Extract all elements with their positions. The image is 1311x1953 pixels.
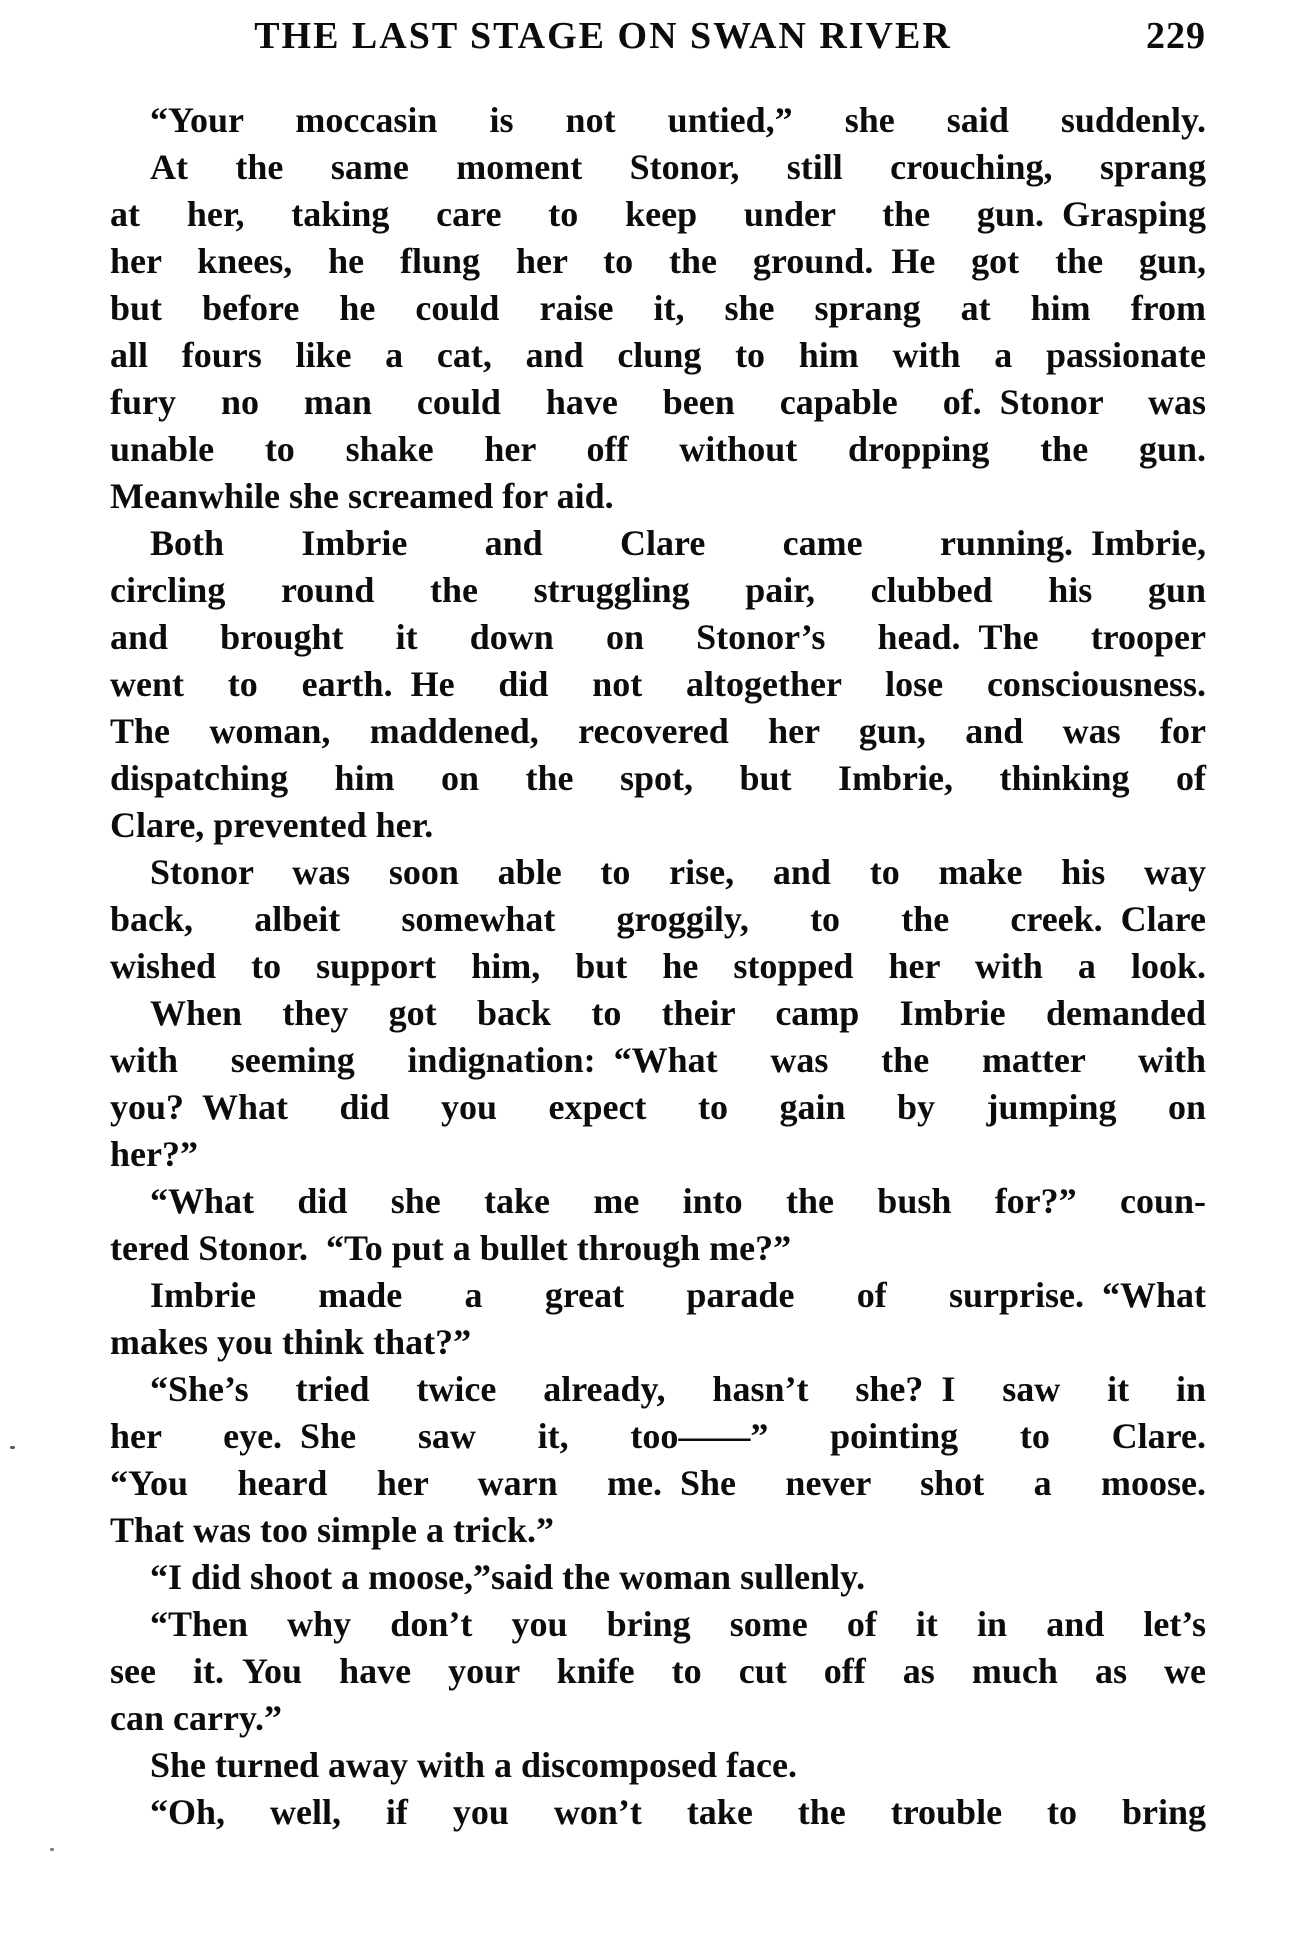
paragraph: [110, 1789, 1206, 1836]
text-line: “Then why don’t you bring some of it in and let’s: [150, 1604, 1206, 1644]
text-line: unable to shake her off without dropping the gun.: [110, 429, 1206, 469]
text-line: all fours like a cat, and clung to him with a passionate: [110, 335, 1206, 375]
text-line: her eye. She saw it, too——” pointing to Clare.: [110, 1416, 1206, 1456]
text-line: with seeming indignation: “What was the matter with: [110, 1040, 1206, 1080]
scan-speck: [50, 1848, 54, 1851]
paragraph: [110, 144, 1206, 520]
paragraph: [110, 1272, 1206, 1366]
text-line: at her, taking care to keep under the gun. Grasping: [110, 194, 1206, 234]
text-line: “I did shoot a moose,”said the woman sullenly.: [150, 1557, 866, 1597]
scan-speck: [10, 1446, 15, 1449]
paragraph: [110, 849, 1206, 990]
text-line: can carry.”: [110, 1698, 282, 1738]
text-line: “Your moccasin is not untied,” she said suddenly.: [150, 100, 1206, 140]
page-header: [110, 12, 1206, 60]
text-line: Meanwhile she screamed for aid.: [110, 476, 614, 516]
text-line: you? What did you expect to gain by jumping on: [110, 1087, 1206, 1127]
text-line: At the same moment Stonor, still crouching, sprang: [150, 147, 1206, 187]
text-line: tered Stonor. “To put a bullet through me?”: [110, 1228, 792, 1268]
text-line: her?”: [110, 1134, 198, 1174]
text-line: When they got back to their camp Imbrie demanded: [150, 993, 1206, 1033]
text-line: circling round the struggling pair, clubbed his gun: [110, 570, 1206, 610]
paragraph: [110, 1554, 1206, 1601]
text-line: makes you think that?”: [110, 1322, 472, 1362]
text-line: She turned away with a discomposed face.: [150, 1745, 798, 1785]
paragraph: [110, 97, 1206, 144]
text-line: “Oh, well, if you won’t take the trouble to bring: [150, 1792, 1206, 1832]
text-line: Imbrie made a great parade of surprise. “What: [150, 1275, 1206, 1315]
text-line: but before he could raise it, she sprang at him from: [110, 288, 1206, 328]
text-line: wished to support him, but he stopped her with a look.: [110, 946, 1206, 986]
text-line: see it. You have your knife to cut off as much as we: [110, 1651, 1206, 1691]
paragraph: [110, 1178, 1206, 1272]
text-line: fury no man could have been capable of. Stonor was: [110, 382, 1206, 422]
text-line: The woman, maddened, recovered her gun, and was for: [110, 711, 1206, 751]
running-title: THE LAST STAGE ON SWAN RIVER: [254, 15, 952, 57]
paragraph: [110, 1366, 1206, 1554]
text-column: [110, 0, 1206, 1832]
text-line: dispatching him on the spot, but Imbrie, thinking of: [110, 758, 1206, 798]
text-line: and brought it down on Stonor’s head. The trooper: [110, 617, 1206, 657]
page-number: 229: [1146, 15, 1206, 57]
paragraph: [110, 1742, 1206, 1789]
page-body: [110, 97, 1206, 1836]
text-line: went to earth. He did not altogether lose consciousness.: [110, 664, 1206, 704]
text-line: Both Imbrie and Clare came running. Imbrie,: [150, 523, 1206, 563]
text-line: back, albeit somewhat groggily, to the creek. Clare: [110, 899, 1206, 939]
text-line: Stonor was soon able to rise, and to make his way: [150, 852, 1206, 892]
text-line: her knees, he flung her to the ground. He got the gun,: [110, 241, 1206, 281]
text-line: “You heard her warn me. She never shot a moose.: [110, 1463, 1206, 1503]
paragraph: [110, 1601, 1206, 1742]
text-line: “What did she take me into the bush for?” coun-: [150, 1181, 1206, 1221]
text-line: Clare, prevented her.: [110, 805, 434, 845]
text-line: That was too simple a trick.”: [110, 1510, 554, 1550]
text-line: “She’s tried twice already, hasn’t she? I saw it in: [150, 1369, 1206, 1409]
paragraph: [110, 990, 1206, 1178]
paragraph: [110, 520, 1206, 849]
